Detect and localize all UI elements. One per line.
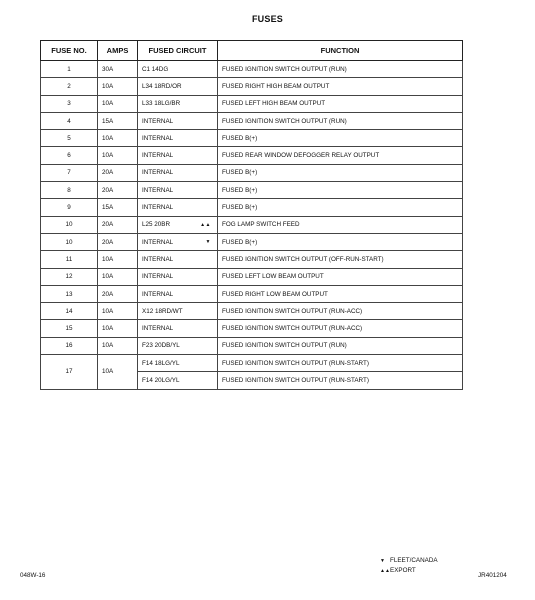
fused-circuit-text: X12 18RD/WT <box>142 307 183 315</box>
fused-circuit-cell: F14 18LG/YL <box>138 355 218 372</box>
legend-fleet-label: FLEET/CANADA <box>390 557 438 564</box>
fused-circuit-cell <box>138 233 218 250</box>
function-cell: FUSED B(+) <box>218 130 463 147</box>
fused-circuit-text: INTERNAL <box>142 273 174 281</box>
function-cell: FUSED IGNITION SWITCH OUTPUT (OFF-RUN-START) <box>218 251 463 268</box>
fused-circuit-cell <box>138 78 218 95</box>
fused-circuit-text: L25 20BR <box>142 221 171 229</box>
amps-cell: 10A <box>98 337 138 354</box>
fuse-number-cell: 5 <box>41 130 98 147</box>
fuse-number-cell: 13 <box>41 285 98 302</box>
fuses-table-body <box>41 61 463 390</box>
function-cell: FUSED B(+) <box>218 199 463 216</box>
function-cell: FUSED B(+) <box>218 164 463 181</box>
amps-cell: 10A <box>98 147 138 164</box>
fused-circuit-text: INTERNAL <box>142 117 174 125</box>
fuse-number-cell: 10 <box>41 233 98 250</box>
amps-cell: 20A <box>98 164 138 181</box>
function-cell: FUSED IGNITION SWITCH OUTPUT (RUN) <box>218 61 463 78</box>
fused-circuit-text: INTERNAL <box>142 152 174 160</box>
amps-cell: 20A <box>98 216 138 233</box>
fused-circuit-cell <box>138 112 218 129</box>
fused-circuit-text: L34 18RD/OR <box>142 82 182 90</box>
fused-circuit-cell <box>138 199 218 216</box>
market-marker-icon: ▲▲ <box>200 221 211 228</box>
footer-right-code: JR401204 <box>478 572 507 579</box>
table-row <box>41 285 463 302</box>
function-cell: FUSED B(+) <box>218 182 463 199</box>
amps-cell: 20A <box>98 233 138 250</box>
fused-circuit-text: INTERNAL <box>142 204 174 212</box>
table-row <box>41 216 463 233</box>
legend-fleet <box>380 556 438 566</box>
legend-export <box>380 566 438 576</box>
table-row <box>41 61 463 78</box>
fleet-triangle-icon: ▼ <box>380 558 385 564</box>
amps-cell: 30A <box>98 61 138 78</box>
header-fuse-no: FUSE NO. <box>41 41 98 61</box>
amps-cell: 15A <box>98 199 138 216</box>
table-row <box>41 182 463 199</box>
table-row <box>41 95 463 112</box>
fuse-number-cell: 4 <box>41 112 98 129</box>
fused-circuit-cell <box>138 61 218 78</box>
fuse-number-cell: 2 <box>41 78 98 95</box>
function-cell: FUSED IGNITION SWITCH OUTPUT (RUN-START) <box>218 372 463 389</box>
fuse-number-cell: 11 <box>41 251 98 268</box>
function-cell: FUSED IGNITION SWITCH OUTPUT (RUN-START) <box>218 355 463 372</box>
header-function: FUNCTION <box>218 41 463 61</box>
market-marker-icon: ▼ <box>205 239 211 246</box>
fuse-number-cell: 12 <box>41 268 98 285</box>
table-row <box>41 233 463 250</box>
fuse-number-cell: 10 <box>41 216 98 233</box>
fused-circuit-text: INTERNAL <box>142 290 174 298</box>
table-row <box>41 303 463 320</box>
amps-cell: 10A <box>98 95 138 112</box>
fused-circuit-cell <box>138 337 218 354</box>
fuse-number-cell: 6 <box>41 147 98 164</box>
legend <box>380 556 438 576</box>
function-cell: FUSED REAR WINDOW DEFOGGER RELAY OUTPUT <box>218 147 463 164</box>
amps-cell: 10A <box>98 130 138 147</box>
fused-circuit-text: INTERNAL <box>142 238 174 246</box>
export-triangles-icon: ▲▲ <box>380 568 390 574</box>
fused-circuit-text: INTERNAL <box>142 169 174 177</box>
function-cell: FUSED IGNITION SWITCH OUTPUT (RUN-ACC) <box>218 320 463 337</box>
function-cell: FUSED IGNITION SWITCH OUTPUT (RUN) <box>218 337 463 354</box>
fused-circuit-cell <box>138 182 218 199</box>
function-cell: FUSED RIGHT HIGH BEAM OUTPUT <box>218 78 463 95</box>
fused-circuit-text: L33 18LG/BR <box>142 100 181 108</box>
amps-cell: 20A <box>98 285 138 302</box>
fused-circuit-text: INTERNAL <box>142 325 174 333</box>
table-row <box>41 147 463 164</box>
fused-circuit-cell <box>138 164 218 181</box>
fused-circuit-cell <box>138 251 218 268</box>
function-cell: FUSED IGNITION SWITCH OUTPUT (RUN) <box>218 112 463 129</box>
header-amps: AMPS <box>98 41 138 61</box>
fused-circuit-cell <box>138 268 218 285</box>
fused-circuit-cell <box>138 216 218 233</box>
fuse-number-cell: 17 <box>41 355 98 390</box>
fused-circuit-cell <box>138 147 218 164</box>
amps-cell: 10A <box>98 251 138 268</box>
function-cell: FUSED LEFT HIGH BEAM OUTPUT <box>218 95 463 112</box>
fuse-number-cell: 8 <box>41 182 98 199</box>
header-row <box>41 41 463 61</box>
fuse-number-cell: 14 <box>41 303 98 320</box>
fused-circuit-text: INTERNAL <box>142 186 174 194</box>
table-row <box>41 337 463 354</box>
fuse-number-cell: 1 <box>41 61 98 78</box>
table-row <box>41 130 463 147</box>
fuse-number-cell: 3 <box>41 95 98 112</box>
table-row <box>41 268 463 285</box>
function-cell: FUSED RIGHT LOW BEAM OUTPUT <box>218 285 463 302</box>
amps-cell: 10A <box>98 320 138 337</box>
fused-circuit-cell <box>138 285 218 302</box>
footer-left-code: 048W-16 <box>20 572 46 579</box>
fused-circuit-text: INTERNAL <box>142 134 174 142</box>
amps-cell: 10A <box>98 303 138 320</box>
fused-circuit-text: F23 20DB/YL <box>142 342 180 350</box>
table-row <box>41 251 463 268</box>
legend-export-label: EXPORT <box>390 567 416 574</box>
fused-circuit-text: C1 14DG <box>142 65 169 73</box>
function-cell: FUSED LEFT LOW BEAM OUTPUT <box>218 268 463 285</box>
amps-cell: 10A <box>98 355 138 390</box>
function-cell: FOG LAMP SWITCH FEED <box>218 216 463 233</box>
fuses-table <box>40 40 463 390</box>
fuse-number-cell: 15 <box>41 320 98 337</box>
page-title: FUSES <box>251 14 283 24</box>
fuse-number-cell: 16 <box>41 337 98 354</box>
amps-cell: 10A <box>98 78 138 95</box>
header-fused-circuit: FUSED CIRCUIT <box>138 41 218 61</box>
table-row <box>41 78 463 95</box>
function-cell: FUSED IGNITION SWITCH OUTPUT (RUN-ACC) <box>218 303 463 320</box>
fused-circuit-cell <box>138 95 218 112</box>
fuse-number-cell: 9 <box>41 199 98 216</box>
fused-circuit-text: INTERNAL <box>142 255 174 263</box>
table-row <box>41 355 463 372</box>
fused-circuit-cell <box>138 303 218 320</box>
function-cell: FUSED B(+) <box>218 233 463 250</box>
table-row <box>41 112 463 129</box>
fused-circuit-cell: F14 20LG/YL <box>138 372 218 389</box>
fuse-number-cell: 7 <box>41 164 98 181</box>
table-row <box>41 164 463 181</box>
fused-circuit-cell <box>138 130 218 147</box>
fused-circuit-cell <box>138 320 218 337</box>
table-row <box>41 199 463 216</box>
amps-cell: 20A <box>98 182 138 199</box>
table-row <box>41 320 463 337</box>
amps-cell: 15A <box>98 112 138 129</box>
amps-cell: 10A <box>98 268 138 285</box>
